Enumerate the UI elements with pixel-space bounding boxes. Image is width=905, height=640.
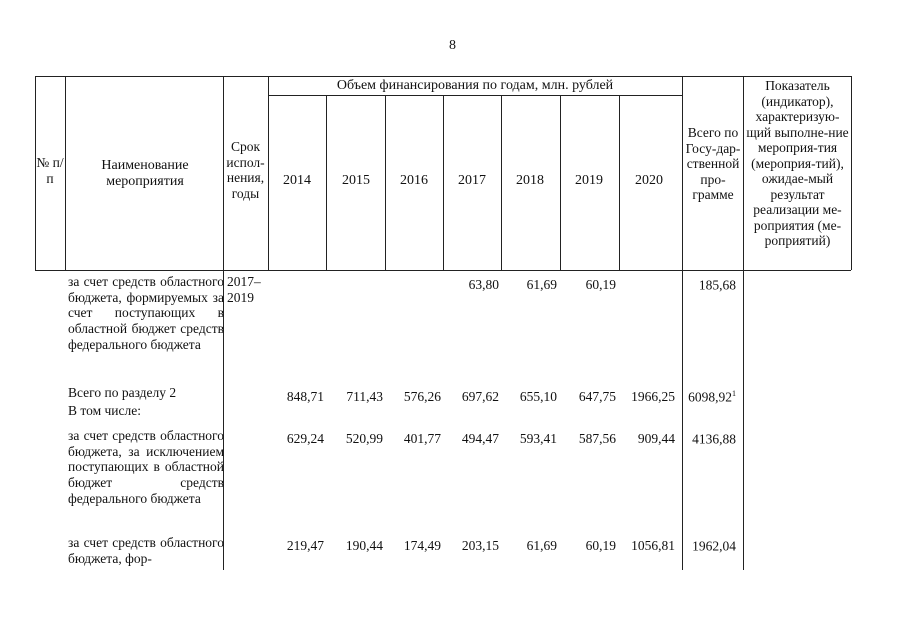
row-value-2020: 909,44 [637, 431, 675, 446]
row-value-2018: 655,10 [519, 389, 557, 404]
row-value-2014: 848,71 [286, 389, 324, 404]
row-value-2017: 63,80 [468, 277, 499, 292]
year-2020: 2020 [635, 173, 663, 188]
row-value-2018: 593,41 [519, 431, 557, 446]
row-term: 2017–2019 [227, 274, 261, 305]
col-border [682, 76, 683, 270]
table-top-border [35, 76, 851, 77]
year-2018: 2018 [516, 173, 544, 188]
row-value-2019: 647,75 [578, 389, 616, 404]
row-value-2015: 711,43 [346, 389, 383, 404]
row-value-2016: 174,49 [403, 538, 441, 553]
row-total: 6098,92$^1$ [688, 389, 736, 405]
row-value-2015: 520,99 [345, 431, 383, 446]
row-total: 4136,88 [692, 431, 736, 447]
header-funding-title: Объем финансирования по годам, млн. рублей [336, 78, 614, 93]
row-name: Всего по разделу 2 [68, 385, 177, 400]
header-num: № п/п [36, 155, 64, 186]
row-value-2018: 61,69 [526, 538, 557, 553]
header-name: Наименование мероприятия [101, 158, 189, 189]
row-value-2014: 219,47 [286, 538, 324, 553]
row-name: за счет средств областного бюджета, за исключением поступающих в областной бюджет средств федерального бюджета [68, 428, 224, 506]
row-value-2019: 60,19 [585, 538, 616, 553]
row-total: 1962,04 [692, 538, 736, 554]
row-value-2015: 190,44 [345, 538, 383, 553]
row-total: 185,68 [698, 277, 736, 293]
col-border [65, 76, 66, 270]
col-border-body [743, 270, 744, 570]
page-number: 8 [449, 38, 456, 53]
row-name: за счет средств областного бюджета, фор- [68, 535, 224, 566]
header-indicator: Показатель (индикатор), характеризую-щий выполне-ние мероприя-тия (мероприя-тий), ожидае-мый результат реализации ме-роприятия (ме-роприятий) [746, 78, 849, 248]
row-name: за счет средств областного бюджета, формируемых за счет поступающих в областной бюджет средств федерального бюджета [68, 274, 224, 352]
col-border [743, 76, 744, 270]
year-2014: 2014 [283, 173, 311, 188]
row-value-2017: 697,62 [461, 389, 499, 404]
row-value-2014: 629,24 [286, 431, 324, 446]
row-value-2019: 587,56 [578, 431, 616, 446]
row-value-2016: 576,26 [403, 389, 441, 404]
row-value-2019: 60,19 [585, 277, 616, 292]
year-2016: 2016 [400, 173, 428, 188]
row-value-2020: 1966,25 [631, 389, 675, 404]
header-bottom-border [35, 270, 851, 271]
year-2015: 2015 [342, 173, 370, 188]
row-value-2016: 401,77 [403, 431, 441, 446]
row-value-2017: 494,47 [461, 431, 499, 446]
year-2017: 2017 [458, 173, 486, 188]
header-total: Всего по Госу-дар-ственной про-грамме [685, 125, 741, 202]
col-border-body [682, 270, 683, 570]
row-name: В том числе: [68, 403, 141, 418]
row-value-2017: 203,15 [461, 538, 499, 553]
year-2019: 2019 [575, 173, 603, 188]
row-value-2020: 1056,81 [631, 538, 675, 553]
header-term: Срок испол-нения, годы [226, 139, 265, 201]
row-value-2018: 61,69 [526, 277, 557, 292]
col-border [851, 76, 852, 270]
